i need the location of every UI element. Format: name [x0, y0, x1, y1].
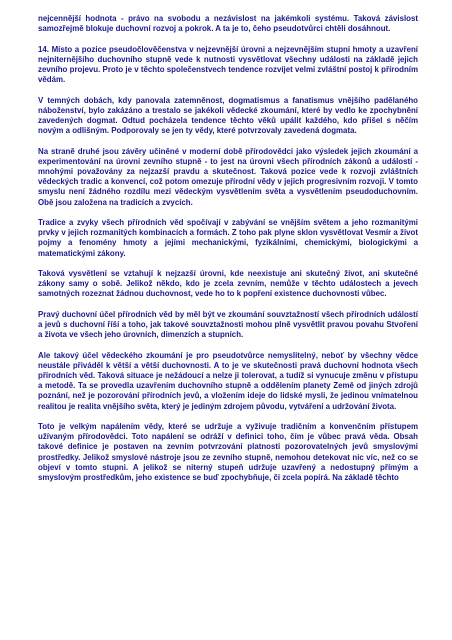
- paragraph-9: Toto je velkým napálením vědy, které se udržuje a vyživuje tradičním a konvenčním přístupem užívaným přírodovědci. Toto napálení se odráží v definici toho, čím je vůbec pravá věda. Obsah takové definice je postaven na zevním potvrzování platnosti pozorovatelných jevů smyslovými prostředky. Jelikož smyslové nástroje jsou ze zevního stupně, nemohou detekovat nic víc, než co se objeví v tomto stupni. A jelikož se niterný stupeň udržuje uzavřený a nedostupný přímým a smyslovým prostředkům, jeho existence se buď zpochybňuje, či zcela popírá. Na základě těchto: [38, 422, 418, 483]
- document-page: [38, 14, 418, 493]
- paragraph-8: Ale takový účel vědeckého zkoumání je pro pseudotvůrce nemyslitelný, neboť by všechny vědce neustále přiváděl k větší a větší duchovnosti. A to je ve skutečnosti pravá duchovní hodnota všech přírodních věd. Taková situace je nežádoucí a nelze ji tolerovat, a tudíž si vynucuje změnu v přístupu a metodě. Ta se provedla uzavřením duchovního stupně a oddělením planety Země od jiných zdrojů poznání, než je pozorování přírodních jevů, a vložením ideje do lidské mysli, že jedinou vnímatelnou realitou je realita vnějšího světa, který je jediným zdrojem původu, vytváření a udržování života.: [38, 350, 418, 411]
- paragraph-7: Pravý duchovní účel přírodních věd by měl být ve zkoumání souvztažností všech přírodních událostí a jevů s duchovní říší a toho, jak takové souvztažnosti mohou plně vysvětlit pravou povahu Stvoření a života ve všech jeho úrovních, dimenzích a stupních.: [38, 309, 418, 340]
- paragraph-4: Na straně druhé jsou závěry učiněné v moderní době přírodovědci jako výsledek jejich zkoumání a experimentování na úrovni zevního stupně - to jest na úrovni všech přírodních zákonů a událostí - mnohými považovány za nejzazší pravdu a skutečnost. Taková pozice vede k rozvoji zvláštních vědeckých tradic a konvencí, což potom omezuje přírodní vědy v jejich progresivním rozvoji. V tomto smyslu není žádného rozdílu mezi vědeckým vysvětlením světa a vysvětlením pseudoduchovním. Obě jsou založena na tradicích a zvycích.: [38, 146, 418, 207]
- paragraph-1: nejcennější hodnota - právo na svobodu a nezávislost na jakémkoli systému. Taková závislost samozřejmě blokuje duchovní rozvoj a pokrok. A ta je to, čeho pseudotvůrci chtěli dosáhnout.: [38, 14, 418, 34]
- paragraph-3: V temných dobách, kdy panovala zatemněnost, dogmatismus a fanatismus vnějšího padělaného náboženství, bylo zakázáno a trestalo se jakékoli vědecké zkoumání, které by vedlo ke zpochybnění zavedených dogmat. Odtud pocházela tendence těchto věků upálit každého, kdo přišel s něčím novým a odlišným. Podporovaly se jen ty vědy, které potvrzovaly zavedená dogmata.: [38, 95, 418, 136]
- paragraph-6: Taková vysvětlení se vztahují k nejzazší úrovni, kde neexistuje ani skutečný život, ani skutečné zákony samy o sobě. Jelikož někdo, kdo je zcela zevním, nemůže v těchto událostech a jevech samotných rozeznat žádnou duchovnost, vede ho to k popření existence duchovnosti vůbec.: [38, 269, 418, 299]
- paragraph-2: 14. Místo a pozice pseudočlověčenstva v nejzevnější úrovni a nejzevnějším stupni hmoty a uzavření nejniternějšího duchovního stupně vede k nutnosti vysvětlovat všechny události na základě jejich zevního projevu. Proto je v těchto společenstvech tendence rozvíjet velmi zvláštní postoj k přírodním vědám.: [38, 44, 418, 85]
- paragraph-5: Tradice a zvyky všech přírodních věd spočívají v zabývání se vnějším světem a jeho rozmanitými prvky v jejich rozmanitých kombinacích a formách. Z toho pak plyne sklon vysvětlovat Vesmír a život pojmy a fenomény hmoty a jejími mechanickými, fyzikálními, chemickými, biologickými a matematickými zákony.: [38, 218, 418, 258]
